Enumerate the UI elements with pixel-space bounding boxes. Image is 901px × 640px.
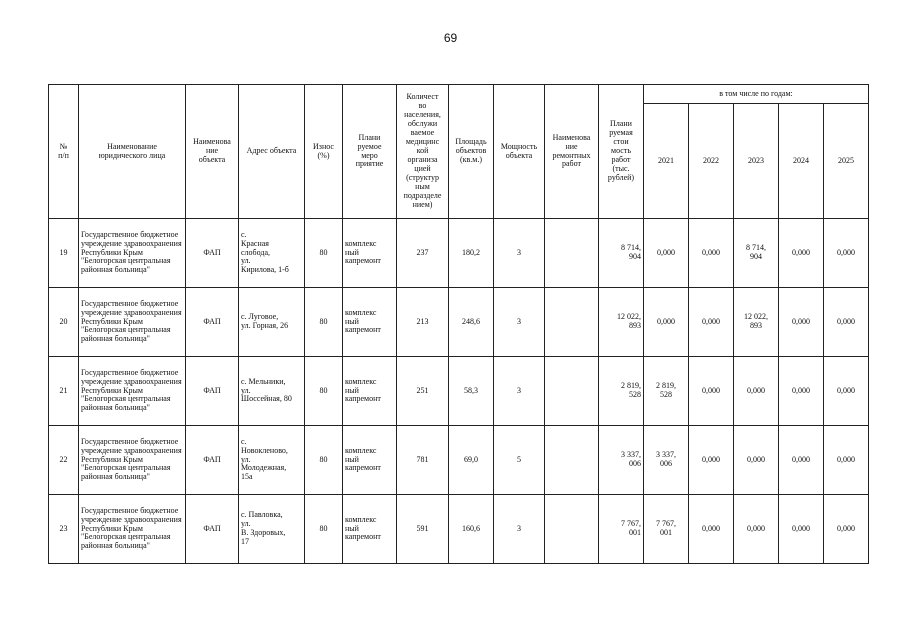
cell-year-2021: 3 337, 006 xyxy=(644,426,689,495)
cell-planned-measure: комплекс ный капремонт xyxy=(343,357,397,426)
cell-area: 160,6 xyxy=(449,495,494,564)
table-row xyxy=(49,495,869,564)
cell-num: 19 xyxy=(49,219,79,288)
cell-object-name: ФАП xyxy=(186,426,239,495)
cell-planned-measure: комплекс ный капремонт xyxy=(343,219,397,288)
cell-year-2024: 0,000 xyxy=(779,426,824,495)
cell-capacity: 3 xyxy=(494,495,545,564)
cell-object-name: ФАП xyxy=(186,495,239,564)
cell-planned-cost: 7 767, 001 xyxy=(599,495,644,564)
cell-area: 180,2 xyxy=(449,219,494,288)
cell-year-2025: 0,000 xyxy=(824,357,869,426)
cell-repair-name xyxy=(545,426,599,495)
col-header-num: № п/п xyxy=(49,85,79,219)
cell-area: 58,3 xyxy=(449,357,494,426)
col-header-year-2025: 2025 xyxy=(824,104,869,219)
cell-population: 251 xyxy=(397,357,449,426)
cell-num: 22 xyxy=(49,426,79,495)
cell-repair-name xyxy=(545,219,599,288)
cell-object-name: ФАП xyxy=(186,357,239,426)
cell-year-2024: 0,000 xyxy=(779,219,824,288)
cell-address: с. Красная слобода, ул. Кирилова, 1-б xyxy=(239,219,305,288)
cell-planned-cost: 2 819, 528 xyxy=(599,357,644,426)
cell-population: 591 xyxy=(397,495,449,564)
cell-num: 21 xyxy=(49,357,79,426)
cell-repair-name xyxy=(545,288,599,357)
cell-legal-entity: Государственное бюджетное учреждение здравоохранения Республики Крым "Белогорская центральная районная больница" xyxy=(79,495,186,564)
cell-repair-name xyxy=(545,495,599,564)
cell-year-2021: 0,000 xyxy=(644,219,689,288)
cell-year-2023: 0,000 xyxy=(734,426,779,495)
cell-year-2022: 0,000 xyxy=(689,426,734,495)
cell-planned-measure: комплекс ный капремонт xyxy=(343,495,397,564)
cell-num: 23 xyxy=(49,495,79,564)
col-header-area: Площадь объектов (кв.м.) xyxy=(449,85,494,219)
col-header-repair-name: Наименова ние ремонтных работ xyxy=(545,85,599,219)
cell-year-2023: 0,000 xyxy=(734,357,779,426)
cell-capacity: 3 xyxy=(494,357,545,426)
cell-planned-cost: 3 337, 006 xyxy=(599,426,644,495)
cell-population: 781 xyxy=(397,426,449,495)
cell-year-2022: 0,000 xyxy=(689,288,734,357)
cell-num: 20 xyxy=(49,288,79,357)
table-row xyxy=(49,288,869,357)
cell-year-2023: 8 714, 904 xyxy=(734,219,779,288)
cell-year-2021: 2 819, 528 xyxy=(644,357,689,426)
cell-planned-cost: 8 714, 904 xyxy=(599,219,644,288)
cell-wear: 80 xyxy=(305,495,343,564)
cell-area: 69,0 xyxy=(449,426,494,495)
col-header-population: Количест во населения, обслужи ваемое медицинс кой организа цией (структур ным подразделе нием) xyxy=(397,85,449,219)
cell-wear: 80 xyxy=(305,288,343,357)
cell-year-2021: 0,000 xyxy=(644,288,689,357)
repair-plan-table xyxy=(48,84,869,564)
table-row xyxy=(49,357,869,426)
col-header-year-2021: 2021 xyxy=(644,104,689,219)
cell-wear: 80 xyxy=(305,357,343,426)
table-row xyxy=(49,219,869,288)
cell-area: 248,6 xyxy=(449,288,494,357)
cell-object-name: ФАП xyxy=(186,219,239,288)
col-header-year-2022: 2022 xyxy=(689,104,734,219)
cell-wear: 80 xyxy=(305,426,343,495)
cell-year-2023: 12 022, 893 xyxy=(734,288,779,357)
col-header-address: Адрес объекта xyxy=(239,85,305,219)
cell-object-name: ФАП xyxy=(186,288,239,357)
cell-year-2024: 0,000 xyxy=(779,495,824,564)
cell-address: с. Павловка, ул. В. Здоровых, 17 xyxy=(239,495,305,564)
cell-legal-entity: Государственное бюджетное учреждение здравоохранения Республики Крым "Белогорская центральная районная больница" xyxy=(79,357,186,426)
table-row xyxy=(49,426,869,495)
cell-year-2024: 0,000 xyxy=(779,288,824,357)
cell-legal-entity: Государственное бюджетное учреждение здравоохранения Республики Крым "Белогорская центральная районная больница" xyxy=(79,426,186,495)
cell-planned-measure: комплекс ный капремонт xyxy=(343,426,397,495)
cell-capacity: 3 xyxy=(494,288,545,357)
cell-year-2021: 7 767, 001 xyxy=(644,495,689,564)
cell-capacity: 3 xyxy=(494,219,545,288)
cell-legal-entity: Государственное бюджетное учреждение здравоохранения Республики Крым "Белогорская центральная районная больница" xyxy=(79,288,186,357)
header-row xyxy=(49,85,869,104)
cell-year-2022: 0,000 xyxy=(689,495,734,564)
col-header-wear: Износ (%) xyxy=(305,85,343,219)
cell-repair-name xyxy=(545,357,599,426)
cell-year-2022: 0,000 xyxy=(689,357,734,426)
cell-address: с. Новокленово, ул. Молодежная, 15а xyxy=(239,426,305,495)
col-header-object-name: Наименова ние объекта xyxy=(186,85,239,219)
cell-population: 237 xyxy=(397,219,449,288)
cell-year-2025: 0,000 xyxy=(824,426,869,495)
cell-wear: 80 xyxy=(305,219,343,288)
col-header-by-years: в том числе по годам: xyxy=(644,85,869,104)
cell-year-2022: 0,000 xyxy=(689,219,734,288)
col-header-planned-measure: Плани руемое меро приятие xyxy=(343,85,397,219)
cell-year-2025: 0,000 xyxy=(824,288,869,357)
cell-address: с. Мельники, ул. Шоссейная, 80 xyxy=(239,357,305,426)
cell-planned-measure: комплекс ный капремонт xyxy=(343,288,397,357)
cell-capacity: 5 xyxy=(494,426,545,495)
cell-year-2023: 0,000 xyxy=(734,495,779,564)
col-header-year-2023: 2023 xyxy=(734,104,779,219)
cell-planned-cost: 12 022, 893 xyxy=(599,288,644,357)
col-header-legal-entity: Наименование юридического лица xyxy=(79,85,186,219)
cell-address: с. Луговое, ул. Горная, 26 xyxy=(239,288,305,357)
cell-legal-entity: Государственное бюджетное учреждение здравоохранения Республики Крым "Белогорская центральная районная больница" xyxy=(79,219,186,288)
cell-population: 213 xyxy=(397,288,449,357)
cell-year-2025: 0,000 xyxy=(824,219,869,288)
cell-year-2025: 0,000 xyxy=(824,495,869,564)
cell-year-2024: 0,000 xyxy=(779,357,824,426)
col-header-year-2024: 2024 xyxy=(779,104,824,219)
col-header-capacity: Мощность объекта xyxy=(494,85,545,219)
page-number: 69 xyxy=(443,31,458,45)
col-header-planned-cost: Плани руемая стои мость работ (тыс. рублей) xyxy=(599,85,644,219)
